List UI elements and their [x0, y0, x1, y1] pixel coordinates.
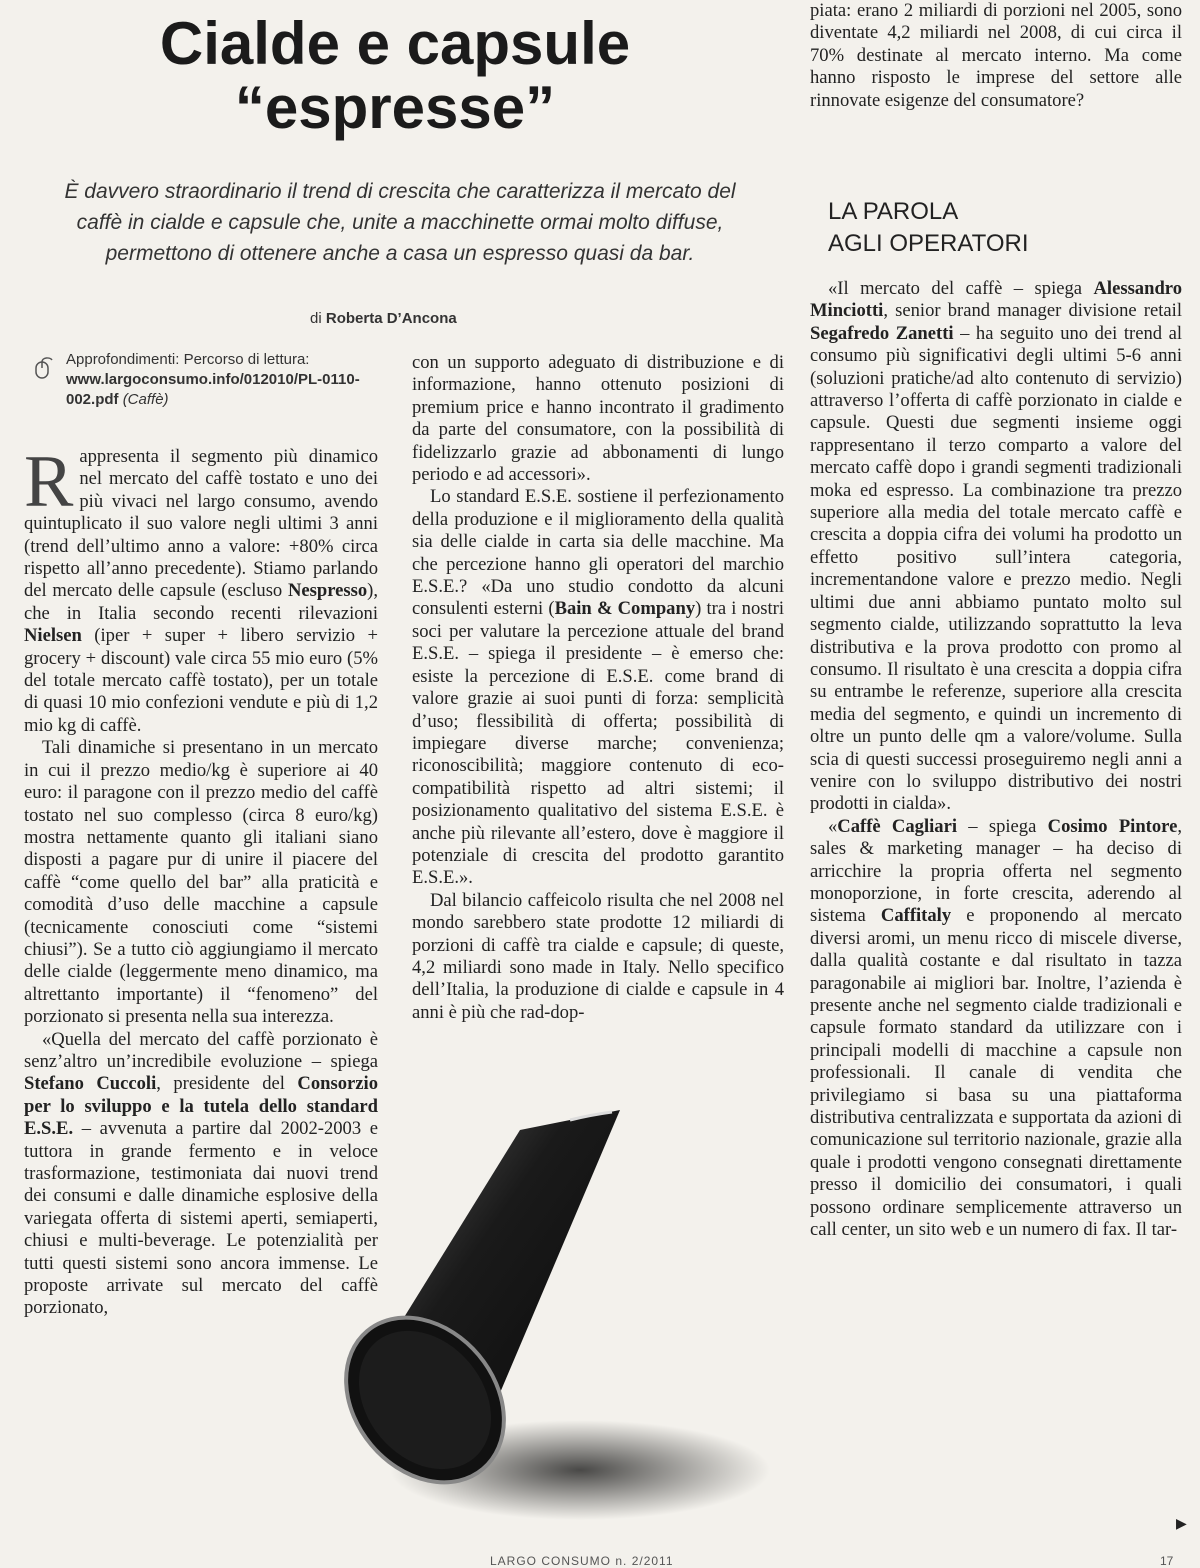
column-1	[24, 441, 379, 1320]
byline	[310, 310, 457, 327]
text: «Quella del mercato del caffè porzionato è senz’altro un’incredibile evoluzione – spiega	[24, 1028, 378, 1072]
paragraph	[810, 816, 1182, 1242]
text: e proponendo al mercato diversi aromi, un menu ricco di miscele diverse, dalla qualità costante e dal risultato in tazza paragonabile ai migliori bar. Inoltre, l’azienda è presente anche nel segmento cialde tradizionali e capsule formato standard da utilizzare con i principali modelli di macchine a capsule non professionali. Il canale di vendita che privilegiamo si basa su una piattaforma distributiva centralizzata e supportata da azioni di comunicazione sul territorio nazionale, grazie alla quale i prodotti vengono consegnati direttamente presso il domicilio dei consumatori, i quali possono ordinare semplicemente attraverso un call center, un sito web e un numero di fax. Il tar-	[810, 905, 1182, 1241]
person-name: Alessandro Minciotti	[810, 278, 1182, 322]
paragraph	[24, 1029, 378, 1320]
column-3	[810, 0, 1182, 112]
text: «	[828, 815, 838, 837]
coffee-capsule-image	[330, 1100, 800, 1540]
author-name: Roberta D’Ancona	[325, 310, 457, 327]
paragraph	[810, 278, 1182, 816]
text: – avvenuta a partire dal 2002-2003 e tuttora in grande fermento e in veloce trasformazione, testimoniata dai nuovi trend dei consumi e dalle dinamiche esplosive della variegata offerta di sistemi aperti, semiaperti, chiusi e multi-beverage. Le potenzialità per tutti questi sistemi sono ancora immense. Le proposte arrivate sul mercato del caffè porzionato,	[24, 1118, 379, 1319]
person-name: Cosimo Pintore	[1047, 815, 1178, 837]
brand-name: Caffitaly	[880, 905, 952, 927]
paragraph: Dal bilancio caffeicolo risulta che nel 2008 nel mondo sarebbero state prodotte 12 miliardi di porzioni di caffè tra cialde e capsule; di queste, 4,2 miliardi sono made in Italy. Nello specifico dell’Italia, la produzione di cialde e capsule in 4 anni è più che rad-dop-	[412, 889, 784, 1023]
further-reading-tag: (Caffè)	[122, 391, 169, 408]
paragraph	[24, 441, 379, 737]
paragraph: con un supporto adeguato di distribuzione e di informazione, hanno ottenuto posizioni di premium price e hanno incontrato il gradimento da parte del consumatore, con la possibilità di fidelizzarlo grazie ad abbonamenti di lungo periodo e ad accessori».	[412, 352, 784, 486]
title-line-2: “espresse”	[234, 74, 556, 141]
title-line-1: Cialde e capsule	[159, 10, 631, 77]
subheading-line: LA PAROLA	[828, 198, 959, 225]
text: Lo standard E.S.E. sostiene il perfezionamento della produzione e il miglioramento della qualità sia delle cialde in carta sia delle macchine. Ma che percezione hanno gli operatori del marchio E.S.E.? «Da uno studio condotto da alcuni consulenti esterni (	[412, 486, 784, 620]
column-2	[412, 352, 784, 1024]
company-name: Caffè Cagliari	[837, 815, 957, 837]
paragraph: Tali dinamiche si presentano in un mercato in cui il prezzo medio/kg è superiore ai 40 euro: il paragone con il prezzo medio del caffè tostato nel suo complesso (circa 8 euro/kg) mostra nettamente quanto gli italiani siano disposti a pagare pur di unire il piacere del caffè “come quello del bar” alla praticità e comodità d’uso delle macchine a capsule (tecnicamente conosciuti come “sistemi chiusi”). Se a tutto ciò aggiungiamo il mercato delle cialde (leggermente meno dinamico, ma altrettanto importante) il “fenomeno” del porzionato si presenta nella sua interezza.	[24, 737, 378, 1028]
company-name: Bain & Company	[554, 598, 696, 620]
page-number: 17	[1160, 1554, 1174, 1568]
text: (iper + super + libero servizio + grocery + discount) vale circa 55 mio euro (5% del totale mercato caffè tostato), per un totale di quasi 10 mio confezioni vendute e più di 1,2 mio kg di caffè.	[24, 625, 379, 736]
text: – spiega	[968, 815, 1037, 837]
text: , presidente del	[156, 1073, 285, 1095]
paragraph: piata: erano 2 miliardi di porzioni nel 2005, sono diventate 4,2 miliardi nel 2008, di cui circa il 70% destinate al mercato interno. Ma come hanno risposto le imprese del settore alle rinnovate esigenze del consumatore?	[810, 0, 1182, 111]
continue-arrow-icon: ▶	[1176, 1517, 1187, 1532]
paragraph	[412, 486, 784, 889]
further-reading-link[interactable]: www.largoconsumo.info/012010/PL-0110-002.pdf	[66, 371, 360, 408]
person-name: Stefano Cuccoli	[24, 1073, 157, 1095]
text: appresenta il segmento più dinamico nel mercato del caffè tostato e uno dei più vivaci nel largo consumo, avendo quintuplicato il suo valore negli ultimi 3 anni (trend dell’ultimo anno a valore: +80% circa rispetto all’anno precedente). Stiamo parlando del mercato delle capsule (escluso	[24, 446, 378, 602]
column-3-body	[810, 278, 1182, 1241]
subheading-line: AGLI OPERATORI	[828, 230, 1029, 257]
article-title	[0, 12, 790, 140]
page-footer: LARGO CONSUMO n. 2/2011	[490, 1554, 674, 1568]
text: – ha seguito uno dei trend al consumo più significativi degli ultimi 5-6 anni (soluzioni pratiche/ad alto contenuto di servizio) attraverso l’offerta di caffè porzionato in cialde e capsule. Questi due segmenti insieme oggi rappresentano il terzo comparto a valore del mercato caffè dopo i grandi segmenti tradizionali moka ed espresso. La combinazione tra prezzo superiore alla media del totale mercato caffè e crescita a doppia cifra dei volumi ha prodotto un effetto positivo sull’intera categoria, incrementandone valore e prezzo medio. Negli ultimi due anni abbiamo puntato molto sul segmento cialde, utilizzando soprattutto la leva distributiva e la prova prodotto con promo al consumo. Il risultato è una crescita a doppia cifra su entrambe le referenze, superiore alla crescita media del segmento, e quindi un incremento di oltre un punto delle qm a valore/volume. Sulla scia di questi successi proseguiremo negli anni a venire con lo sviluppo distributivo dei nostri prodotti in cialda».	[810, 322, 1182, 815]
lead-paragraph: È davvero straordinario il trend di crescita che caratterizza il mercato del caffè in cialde e capsule che, unite a macchinette ormai molto diffuse, permettono di ottenere anche a casa un espresso quasi da bar.	[64, 180, 736, 265]
section-subheading	[828, 196, 1029, 260]
text: ), che in Italia secondo recenti rilevazioni	[24, 580, 378, 624]
mouse-icon	[30, 354, 58, 382]
organization-name: Consorzio per lo sviluppo e la tutela dello standard E.S.E.	[24, 1073, 378, 1140]
text: , sales & marketing manager – ha deciso di arricchire la propria offerta nel segmento monoporzione, in forte crescita, aderendo al sistema	[810, 815, 1182, 927]
brand-name: Nielsen	[24, 625, 82, 647]
text: ) tra i nostri soci per valutare la percezione attuale del brand E.S.E. – spiega il presidente – è emerso che: esiste la percezione di E.S.E. come brand di valore grazie ai suoi punti di forza: semplicità d’uso; flessibilità di offerta; possibilità di impiegare diverse marche; convenienza; riconoscibilità; maggiore contenuto di eco-compatibilità rispetto ad altri sistemi; il posizionamento qualitativo del sistema E.S.E. è anche più rilevante all’estero, dove è maggiore il potenziale di crescita del prodotto garantito E.S.E.».	[412, 598, 784, 889]
drop-cap: R	[24, 441, 74, 523]
byline-prefix: di	[310, 310, 322, 327]
text: , senior brand manager divisione retail	[883, 300, 1182, 322]
company-name: Segafredo Zanetti	[810, 322, 954, 344]
further-reading-box	[30, 350, 375, 410]
text: «Il mercato del caffè – spiega	[828, 278, 1083, 299]
further-reading-label: Approfondimenti: Percorso di lettura:	[66, 351, 310, 368]
brand-name: Nespresso	[287, 580, 368, 602]
